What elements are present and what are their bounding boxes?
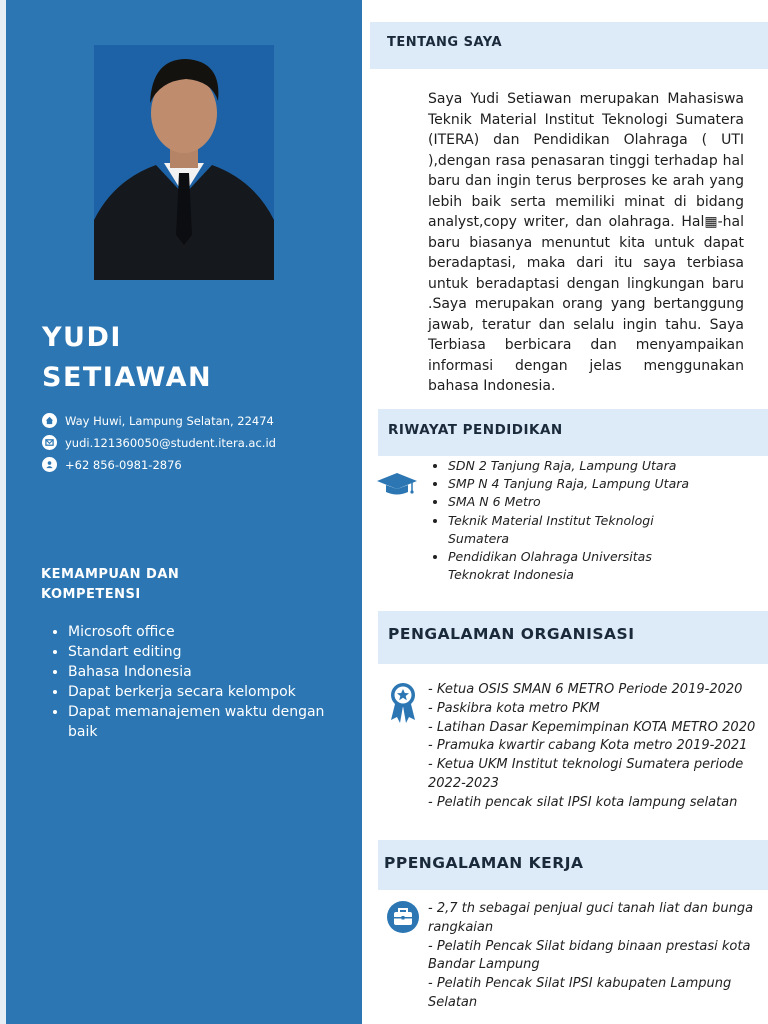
- graduation-cap-icon: [377, 472, 417, 500]
- list-item: • Dapat memanajemen waktu dengan baik: [68, 702, 328, 742]
- person-portrait-icon: [94, 45, 274, 280]
- list-item: • SDN 2 Tanjung Raja, Lampung Utara: [448, 457, 708, 475]
- education-header: RIWAYAT PENDIDIKAN: [378, 409, 768, 456]
- list-item: - Latihan Dasar Kepemimpinan KOTA METRO 2020: [428, 719, 756, 735]
- contact-phone: [42, 457, 342, 472]
- list-item: - Ketua OSIS SMAN 6 METRO Periode 2019-2020: [428, 682, 743, 697]
- skills-list: [48, 622, 328, 742]
- user-icon: [42, 457, 57, 472]
- list-item: • Standart editing: [68, 642, 328, 662]
- list-item: - Paskibra kota metro PKM: [428, 700, 600, 716]
- skills-title: KEMAMPUAN DAN KOMPETENSI: [41, 567, 180, 602]
- contact-address: [42, 413, 342, 428]
- phone-text: +62 856-0981-2876: [65, 457, 182, 472]
- list-item: • Dapat berkerja secara kelompok: [68, 682, 328, 702]
- list-item: • Bahasa Indonesia: [68, 662, 328, 682]
- work-list: [428, 900, 758, 1013]
- list-item: - Pelatih Pencak Silat IPSI kabupaten Lampung Selatan: [428, 976, 732, 1010]
- about-header: TENTANG SAYA: [370, 22, 768, 69]
- organization-header: PENGALAMAN ORGANISASI: [378, 611, 768, 664]
- email-text[interactable]: yudi.121360050@student.itera.ac.id: [65, 435, 276, 450]
- list-item: • SMP N 4 Tanjung Raja, Lampung Utara: [448, 475, 708, 493]
- first-name: YUDI: [42, 322, 122, 353]
- list-item: • Pendidikan Olahraga Universitas Teknokrat Indonesia: [448, 548, 708, 584]
- full-name: [42, 318, 212, 398]
- list-item: • SMA N 6 Metro: [448, 493, 708, 511]
- list-item: - Ketua UKM Institut teknologi Sumatera periode 2022-2023: [428, 757, 744, 791]
- home-icon: [42, 413, 57, 428]
- about-text: Saya Yudi Setiawan merupakan Mahasiswa Teknik Material Institut Teknologi Sumatera (ITERA) dan Pendidikan Olahraga ( UTI ),dengan rasa penasaran tinggi terhadap hal baru dan ingin terus berproses ke arah yang lebih baik serta memiliki minat di bidang analyst,copy writer, dan olahraga. Hal▦-hal baru biasanya menuntut kita untuk dapat beradaptasi, maka dari itu saya terbiasa untuk beradaptasi dengan lingkungan baru .Saya merupakan orang yang bertanggung jawab, teratur dan selalu ingin tahu. Saya Terbiasa berbicara dan menyampaikan informasi dengan jelas menggunakan bahasa Indonesia.: [428, 91, 744, 394]
- list-item: - 2,7 th sebagai penjual guci tanah liat dan bunga rangkaian: [428, 901, 754, 935]
- award-ribbon-icon: [388, 682, 418, 728]
- list-item: - Pramuka kwartir cabang Kota metro 2019-2021: [428, 738, 748, 754]
- list-item: • Microsoft office: [68, 622, 328, 642]
- organization-list: [428, 681, 758, 813]
- work-header: PPENGALAMAN KERJA: [378, 840, 768, 890]
- mail-icon: [42, 435, 57, 450]
- contact-email: [42, 435, 342, 450]
- list-item: • Teknik Material Institut Teknologi Sumatera: [448, 512, 708, 548]
- sidebar-edge: [0, 0, 6, 1024]
- profile-photo: [94, 45, 274, 280]
- list-item: - Pelatih pencak silat IPSI kota lampung selatan: [428, 794, 738, 810]
- education-list: [428, 457, 708, 584]
- address-text: Way Huwi, Lampung Selatan, 22474: [65, 413, 274, 428]
- list-item: - Pelatih Pencak Silat bidang binaan prestasi kota Bandar Lampung: [428, 938, 751, 973]
- briefcase-icon: [386, 900, 420, 938]
- last-name: SETIAWAN: [42, 362, 213, 393]
